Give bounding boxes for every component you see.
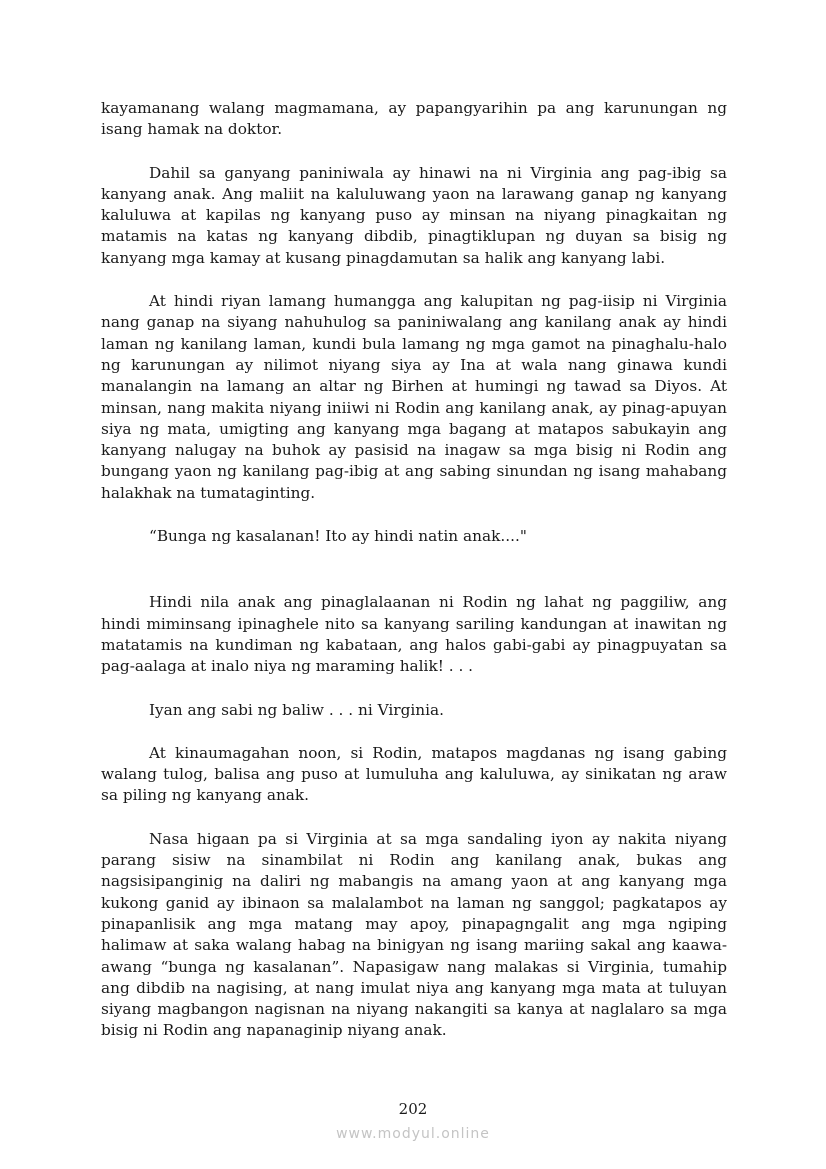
page-number: 202: [398, 1100, 428, 1118]
paragraph: Iyan ang sabi ng baliw . . . ni Virginia.: [149, 700, 444, 719]
paragraph-quote: “Bunga ng kasalanan! Ito ay hindi natin anak....": [149, 527, 527, 546]
paragraph: Hindi nila anak ang pinaglalaanan ni Rodin ng lahat ng paggiliw, ang hindi miminsang ipinaghele nito sa kanyang sariling kandungan at inawitan ng matatamis na kundiman ng kabataan, ang halos gabi-gabi ay pinagpuyatan sa pag-aalaga at inalo niya ng maraming halik! . . .: [101, 593, 727, 676]
paragraph: Nasa higaan pa si Virginia at sa mga sandaling iyon ay nakita niyang parang sisiw na sinambilat ni Rodin ang kanilang anak, bukas ang nagsisipanginig na daliri ng mabangis na amang yaon at ang kanyang mga kukong ganid ay ibinaon sa malalambot na laman ng sanggol; pagkatapos ay pinapanlisik ang mga matang may apoy, pinapagngalit ang mga ngiping halimaw at saka walang habag na binigyan ng isang mariing sakal ang kaawa-awang “bunga ng kasalanan”. Napasigaw nang malakas si Virginia, tumahip ang dibdib na nagising, at nang imulat niya ang kanyang mga mata at tuluyan siyang magbangon nagisnan na niyang nakangiti sa kanya at naglalaro sa mga bisig ni Rodin ang napanaginip niyang anak.: [101, 829, 727, 1040]
paragraph: kayamanang walang magmamana, ay papangyarihin pa ang karunungan ng isang hamak na doktor.: [101, 99, 727, 139]
paragraph: At kinaumagahan noon, si Rodin, matapos magdanas ng isang gabing walang tulog, balisa ang puso at lumuluha ang kaluluwa, ay sinikatan ng araw sa piling ng kanyang anak.: [101, 743, 727, 805]
watermark: www.modyul.online: [336, 1126, 490, 1142]
paragraph: At hindi riyan lamang humangga ang kalupitan ng pag-iisip ni Virginia nang ganap na siyang nahuhulog sa paniniwalang ang kanilang anak ay hindi laman ng kanilang laman, kundi bula lamang ng mga gamot na pinaghalu-halo ng karunungan ay nilimot niyang siya ay Ina at wala nang ginawa kundi manalangin na lamang an altar ng Birhen at humingi ng tawad sa Diyos. At minsan, nang makita niyang iniiwi ni Rodin ang kanilang anak, ay pinag-apuyan siya ng mata, umigting ang kanyang mga bagang at matapos sabukayin ang kanyang nalugay na buhok ay pasisid na inagaw sa mga bisig ni Rodin ang bungang yaon ng kanilang pag-ibig at ang sabing sinundan ng isang mahabang halakhak na tumataginting.: [101, 292, 727, 502]
document-body: [101, 98, 727, 1042]
paragraph: Dahil sa ganyang paniniwala ay hinawi na ni Virginia ang pag-ibig sa kanyang anak. Ang maliit na kaluluwang yaon na larawang ganap ng kanyang kaluluwa at kapilas ng kanyang puso ay minsan na niyang pinagkaitan ng matamis na katas ng kanyang dibdib, pinagtiklupan ng duyan sa bisig ng kanyang mga kamay at kusang pinagdamutan sa halik ang kanyang labi.: [101, 163, 727, 267]
